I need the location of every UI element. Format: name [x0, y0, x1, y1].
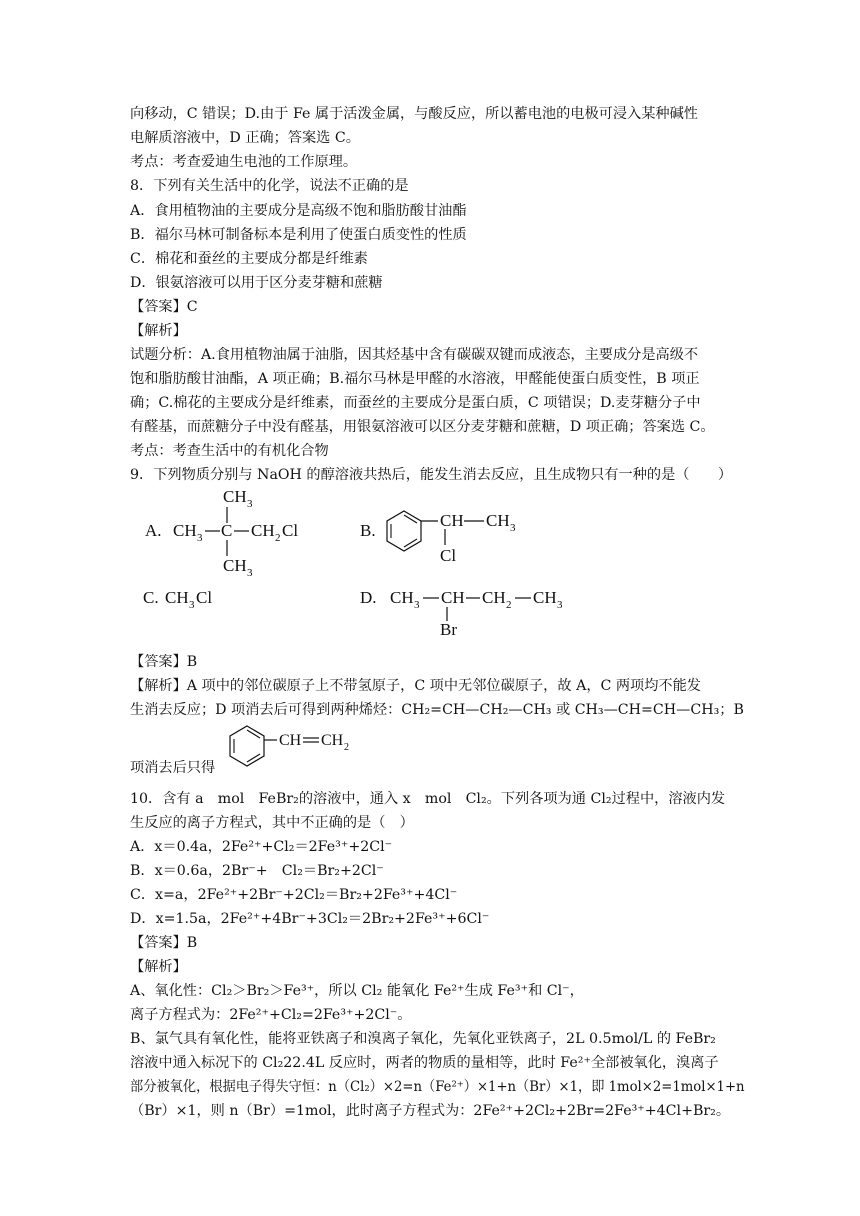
- text-line: 考点：考查爱迪生电池的工作原理。: [130, 154, 358, 170]
- analysis-label: 【解析】: [130, 323, 187, 339]
- text-line: 饱和脂肪酸甘油酯，A 项正确；B.福尔马林是甲醛的水溶液，甲醛能使蛋白质变性，B 项正: [130, 371, 700, 387]
- analysis-label: 【解析】: [130, 959, 187, 975]
- text-line: （Br）×1，则 n（Br）=1mol，此时离子方程式为：2Fe²⁺+2Cl₂+2Br=2Fe³⁺+4Cl+Br₂。: [130, 1103, 731, 1119]
- question-10-stem: 10．含有 a mol FeBr₂的溶液中，通入 x mol Cl₂。下列各项为通 Cl₂过程中，溶液内发: [130, 791, 726, 807]
- atom-label: CH: [486, 511, 510, 530]
- text-line: 试题分析：A.食用植物油属于油脂，因其烃基中含有碳碳双键而成液态，主要成分是高级不: [130, 347, 699, 363]
- option-b: B．x＝0.6a，2Br⁻+ Cl₂＝Br₂+2Cl⁻: [130, 863, 384, 879]
- option-a: A．食用植物油的主要成分是高级不饱和脂肪酸甘油酯: [130, 203, 467, 219]
- benzene-ring: [387, 511, 421, 551]
- atom-label: CH: [251, 521, 275, 540]
- option-a: A．x＝0.4a，2Fe²⁺+Cl₂＝2Fe³⁺+2Cl⁻: [130, 839, 393, 855]
- atom-label: CH: [279, 732, 302, 749]
- subscript: 3: [247, 567, 253, 579]
- subscript: 3: [247, 498, 253, 510]
- text-line: B、氯气具有氧化性，能将亚铁离子和溴离子氧化，先氧化亚铁离子，2L 0.5mol/L 的 FeBr₂: [130, 1031, 716, 1047]
- question-9-structures: [135, 485, 735, 635]
- option-c: C．棉花和蚕丝的主要成分都是纤维素: [130, 251, 368, 267]
- atom-label: Br: [440, 620, 457, 635]
- subscript: 3: [510, 522, 516, 534]
- atom-label: CH: [390, 588, 414, 607]
- atom-label: CH: [173, 521, 197, 540]
- text-line: 考点：考查生活中的有机化合物: [130, 443, 329, 459]
- option-d: D．银氨溶液可以用于区分麦芽糖和蔗糖: [130, 275, 383, 291]
- text-line: 溶液中通入标况下的 Cl₂22.4L 反应时，两者的物质的量相等，此时 Fe²⁺全部被氧化，溴离子: [130, 1055, 719, 1071]
- text-line: 生消去反应；D 项消去后可得到两种烯烃：CH₂=CH—CH₂—CH₃ 或 CH₃—CH=CH—CH₃；B: [130, 702, 744, 718]
- text-line: 离子方程式为：2Fe²⁺+Cl₂=2Fe³⁺+2Cl⁻。: [130, 1007, 412, 1023]
- text-line: 部分被氧化，根据电子得失守恒：n（Cl₂）×2=n（Fe²⁺）×1+n（Br）×1，即 1mol×2=1mol×1+n: [130, 1079, 745, 1095]
- option-d: D．x=1.5a，2Fe²⁺+4Br⁻+3Cl₂＝2Br₂+2Fe³⁺+6Cl⁻: [130, 911, 490, 927]
- answer-label: 【答案】C: [130, 299, 198, 315]
- atom-label: CH: [223, 556, 247, 575]
- subscript: 3: [557, 599, 563, 611]
- subscript: 3: [197, 532, 203, 544]
- text-line: 【解析】A 项中的邻位碳原子上不带氢原子，C 项中无邻位碳原子，故 A，C 两项均不能发: [130, 678, 701, 694]
- atom-label: CH: [441, 588, 465, 607]
- atom-label: CH: [321, 732, 344, 749]
- atom-label: CH: [482, 588, 506, 607]
- question-9-stem: 9．下列物质分别与 NaOH 的醇溶液共热后，能发生消去反应，且生成物只有一种的是（ ）: [130, 467, 733, 483]
- option-b: B．福尔马林可制备标本是利用了使蛋白质变性的性质: [130, 227, 467, 243]
- answer-label: 【答案】B: [130, 654, 198, 670]
- text-line: 生反应的离子方程式，其中不正确的是（ ）: [130, 815, 414, 831]
- structure-d-label: D.: [360, 588, 377, 607]
- subscript: 3: [414, 599, 420, 611]
- option-c: C．x=a，2Fe²⁺+2Br⁻+2Cl₂＝Br₂+2Fe³⁺+4Cl⁻: [130, 887, 458, 903]
- text-line: 向移动，C 错误；D.由于 Fe 属于活泼金属，与酸反应，所以蓄电池的电极可浸入某种碱性: [130, 106, 698, 122]
- atom-label: Cl: [196, 588, 213, 607]
- atom-label: CH: [533, 588, 557, 607]
- subscript: 2: [506, 599, 512, 611]
- text-line: 有醛基，而蔗糖分子中没有醛基，用银氨溶液可以区分麦芽糖和蔗糖，D 项正确；答案选 C。: [130, 419, 715, 435]
- atom-label: C: [221, 521, 233, 540]
- subscript: 3: [189, 599, 195, 611]
- atom-label: Cl: [440, 546, 457, 565]
- question-8-stem: 8．下列有关生活中的化学，说法不正确的是: [130, 178, 409, 194]
- atom-label: Cl: [282, 521, 299, 540]
- atom-label: CH: [165, 588, 189, 607]
- text-line: 项消去后只得: [130, 760, 216, 776]
- text-line: 电解质溶液中，D 正确；答案选 C。: [130, 130, 360, 146]
- structure-a-label: A.: [145, 521, 162, 540]
- text-line: A、氧化性：Cl₂＞Br₂＞Fe³⁺，所以 Cl₂ 能氧化 Fe²⁺生成 Fe³⁺和 Cl⁻，: [130, 983, 584, 999]
- atom-label: CH: [223, 487, 247, 506]
- structure-c-label: C.: [143, 588, 159, 607]
- structure-b-label: B.: [360, 521, 376, 540]
- subscript: 2: [275, 532, 281, 544]
- text-line: 确；C.棉花的主要成分是纤维素，而蚕丝的主要成分是蛋白质，C 项错误；D.麦芽糖分子中: [130, 395, 701, 411]
- subscript: 2: [344, 742, 349, 753]
- atom-label: CH: [440, 511, 464, 530]
- answer-label: 【答案】B: [130, 935, 198, 951]
